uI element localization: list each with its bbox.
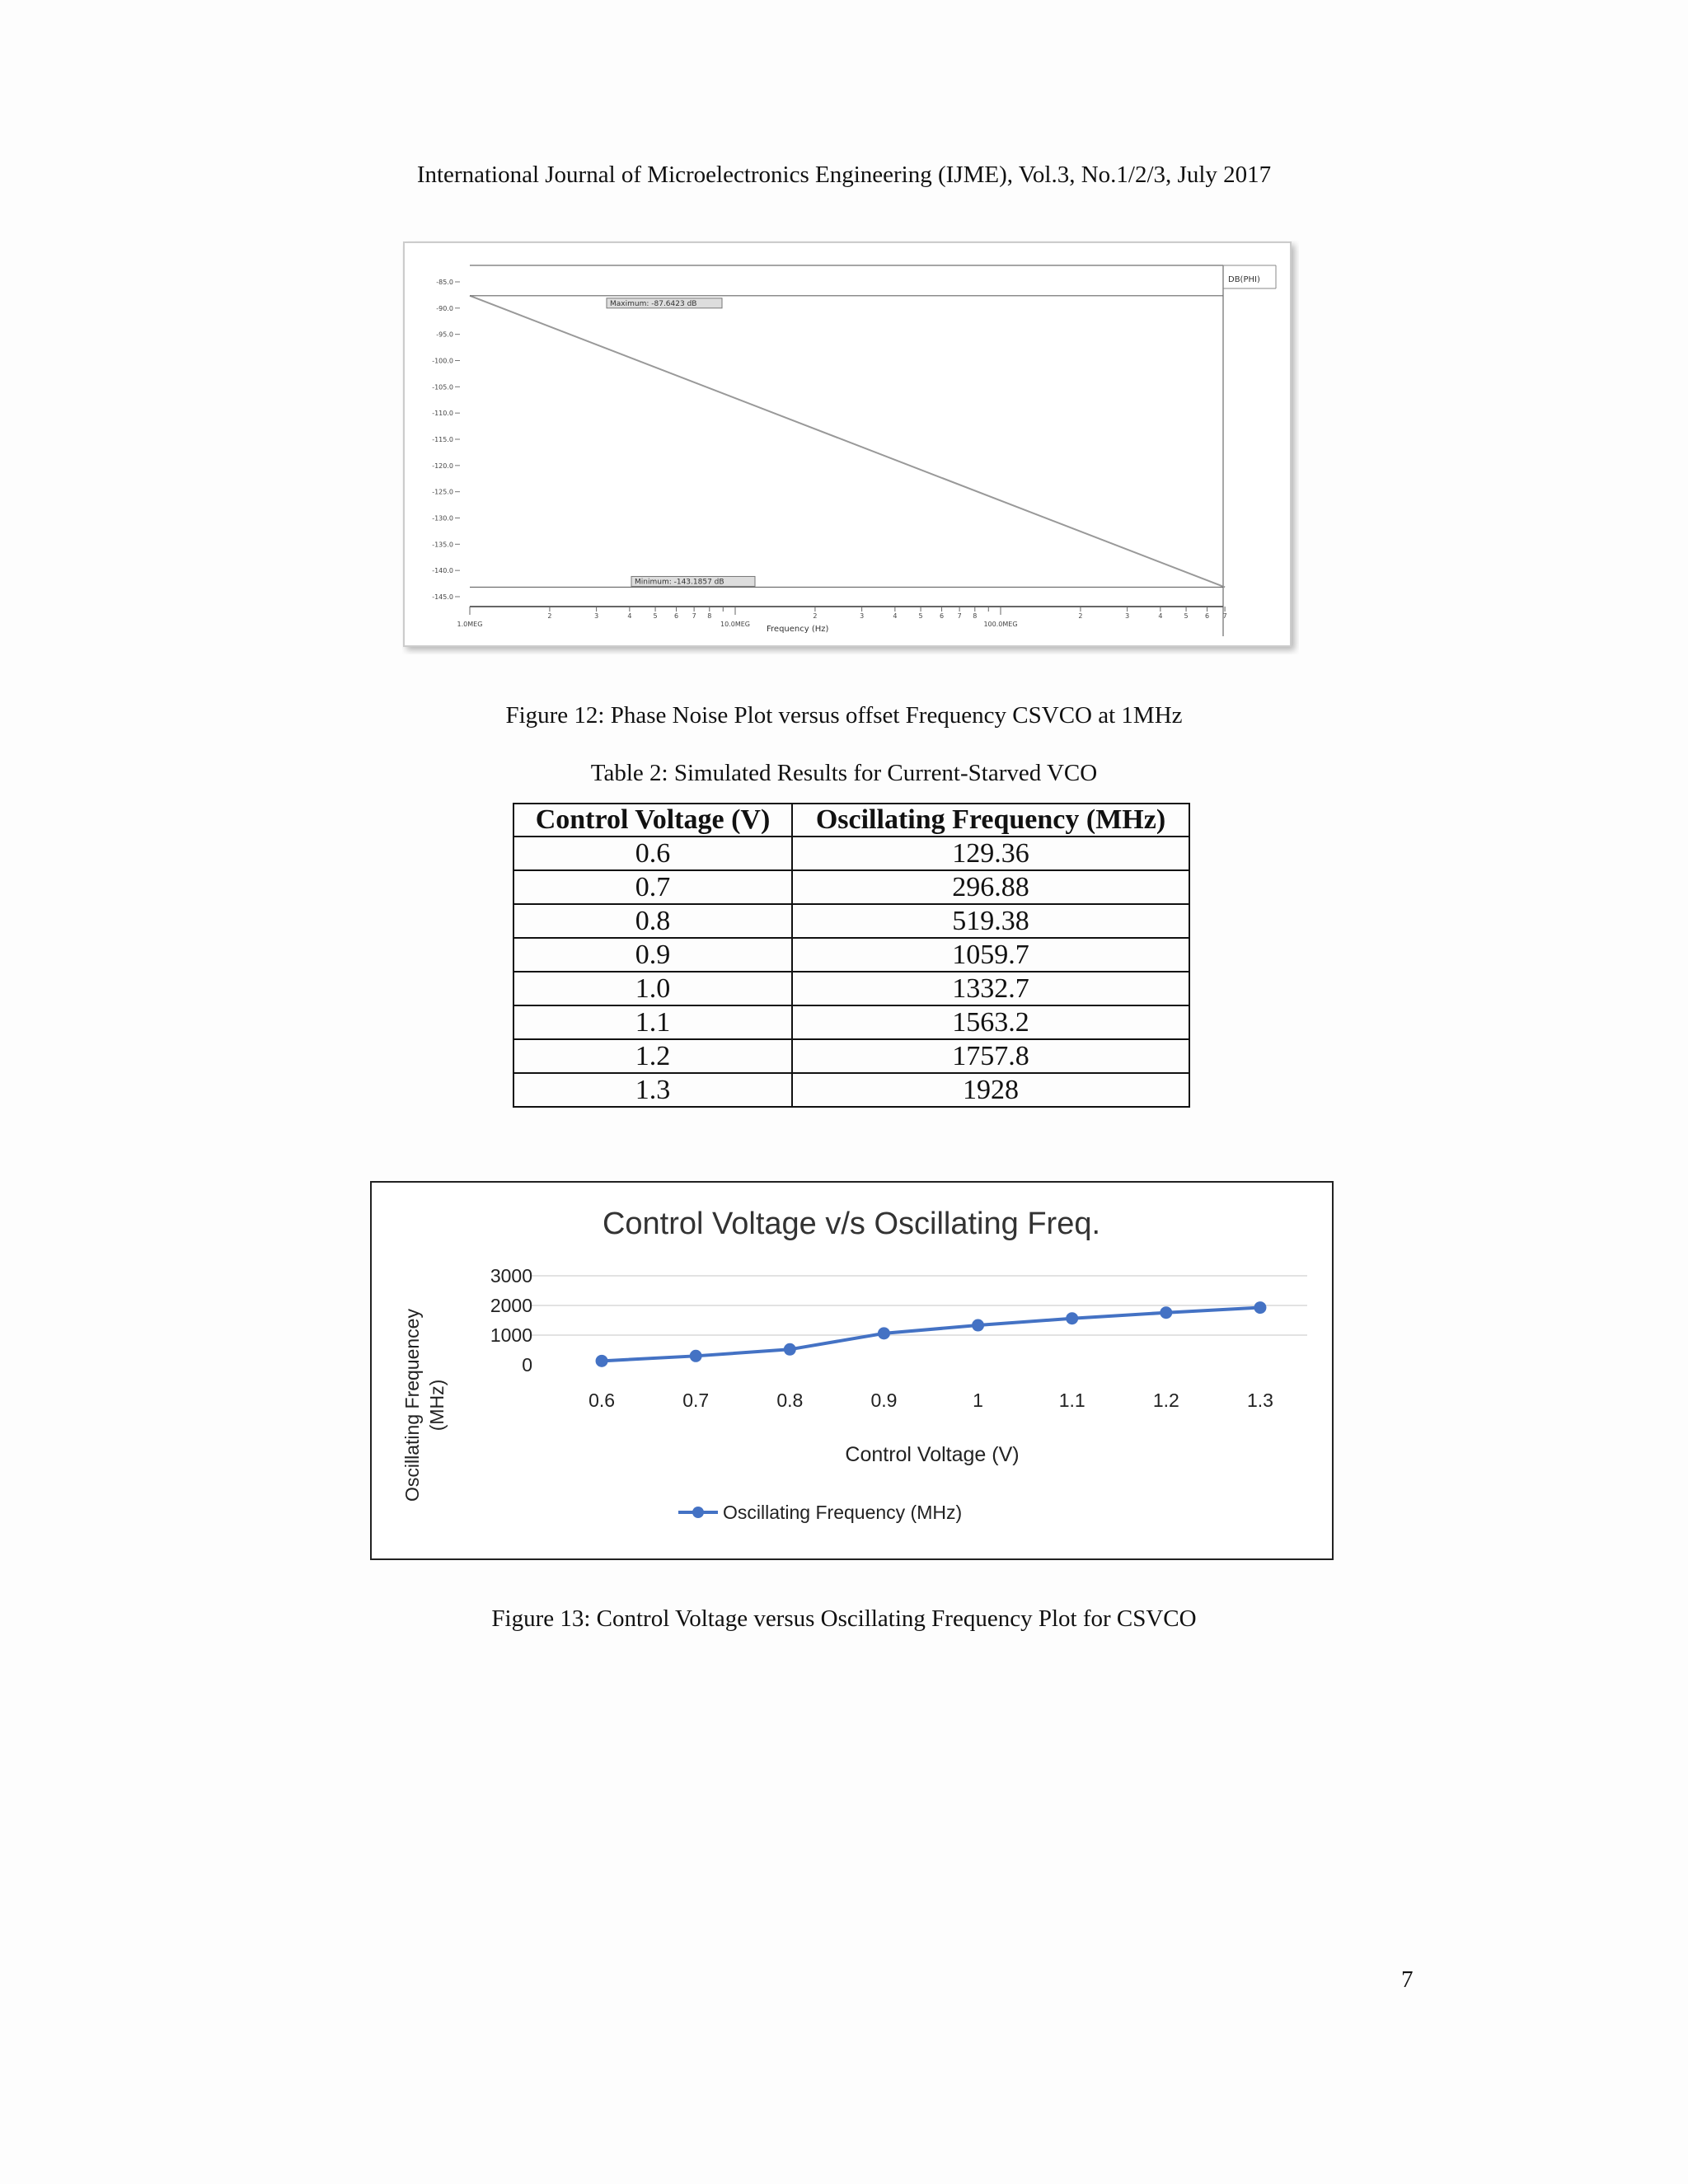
- y-tick-label: -115.0: [432, 436, 453, 443]
- page-number: 7: [1401, 1966, 1414, 1993]
- legend-label: DB(PHI): [1228, 275, 1260, 284]
- x-tick-label: 1.2: [1152, 1390, 1179, 1411]
- y-tick-label: -110.0: [432, 410, 453, 418]
- x-minor-label: 6: [940, 612, 945, 620]
- y-tick-label: -130.0: [432, 514, 453, 523]
- table-row: [513, 904, 1189, 938]
- x-tick-label: 1.1: [1058, 1390, 1085, 1411]
- table-cell: 1332.7: [792, 972, 1189, 1005]
- x-tick-label: 0.6: [588, 1390, 616, 1411]
- table2-caption: Table 2: Simulated Results for Current-Starved VCO: [590, 760, 1098, 786]
- x-minor-label: 7: [957, 612, 962, 620]
- table-cell: 1563.2: [792, 1005, 1189, 1039]
- table-cell: 0.9: [513, 938, 792, 972]
- table-cell: 1059.7: [792, 938, 1189, 972]
- x-tick-label: 1.3: [1246, 1390, 1273, 1411]
- table-cell: 0.6: [513, 837, 792, 870]
- data-point: [1254, 1301, 1266, 1314]
- x-minor-label: 6: [1205, 612, 1210, 620]
- y-axis-title-line1: Oscillating Frequencey: [401, 1309, 423, 1502]
- x-minor-label: 5: [918, 612, 923, 620]
- y-axis-title-line2: (MHz): [426, 1379, 448, 1432]
- y-tick-label: -140.0: [432, 567, 453, 575]
- y-tick-label: 0: [522, 1354, 532, 1376]
- data-point: [878, 1327, 890, 1339]
- journal-header: International Journal of Microelectronics Engineering (IJME), Vol.3, No.1/2/3, July 2017: [416, 162, 1272, 188]
- x-minor-label: 8: [707, 612, 712, 620]
- data-point: [596, 1355, 608, 1367]
- x-minor-label: 3: [860, 612, 865, 620]
- x-decade-label: 10.0MEG: [720, 621, 750, 628]
- table-row: [513, 1039, 1189, 1073]
- x-minor-label: 7: [692, 612, 696, 620]
- x-minor-label: 4: [893, 612, 898, 620]
- x-minor-label: 3: [1125, 612, 1130, 620]
- min-annotation: Minimum: -143.1857 dB: [635, 578, 724, 587]
- data-point: [1160, 1306, 1172, 1319]
- y-tick-label: -90.0: [436, 304, 453, 312]
- y-tick-label: 1000: [490, 1324, 532, 1346]
- table-cell: 519.38: [792, 904, 1189, 938]
- table-cell: 1.2: [513, 1039, 792, 1073]
- x-minor-label: 4: [627, 612, 632, 620]
- data-point: [784, 1343, 796, 1356]
- table-cell: 1.0: [513, 972, 792, 1005]
- data-point: [690, 1350, 702, 1362]
- x-minor-label: 5: [1184, 612, 1189, 620]
- table-row: [513, 1073, 1189, 1107]
- y-tick-label: -135.0: [432, 541, 453, 549]
- y-tick-label: -85.0: [436, 279, 453, 286]
- legend-marker: [692, 1507, 704, 1518]
- chart-legend: [678, 1502, 962, 1523]
- table-cell: 296.88: [792, 870, 1189, 904]
- table-row: [513, 938, 1189, 972]
- table-row: [513, 972, 1189, 1005]
- x-decade-label: 100.0MEG: [983, 621, 1018, 628]
- table-cell: 0.7: [513, 870, 792, 904]
- x-tick-label: 1: [973, 1390, 983, 1411]
- max-annotation: Maximum: -87.6423 dB: [610, 299, 697, 308]
- data-point: [972, 1319, 984, 1332]
- table-header-row: [513, 804, 1189, 837]
- x-decade-label: 1.0MEG: [457, 621, 483, 628]
- frequency-chart: [370, 1181, 1334, 1560]
- chart-title: Control Voltage v/s Oscillating Freq.: [602, 1207, 1101, 1241]
- x-axis-title: Control Voltage (V): [845, 1443, 1020, 1466]
- y-tick-label: -95.0: [436, 330, 453, 339]
- y-tick-label: -125.0: [432, 488, 453, 496]
- y-tick-label: -100.0: [432, 357, 453, 365]
- x-minor-label: 2: [547, 612, 552, 620]
- legend-label: Oscillating Frequency (MHz): [723, 1502, 963, 1523]
- table-cell: 1928: [792, 1073, 1189, 1107]
- table-cell: 1757.8: [792, 1039, 1189, 1073]
- figure13-caption: Figure 13: Control Voltage versus Oscillating Frequency Plot for CSVCO: [491, 1605, 1197, 1632]
- plot-frame: [404, 242, 1291, 646]
- table-row: [513, 870, 1189, 904]
- table-cell: 1.3: [513, 1073, 792, 1107]
- y-tick-label: -120.0: [432, 462, 453, 470]
- column-header: Control Voltage (V): [513, 804, 792, 837]
- x-tick-label: 0.9: [870, 1390, 898, 1411]
- table-row: [513, 1005, 1189, 1039]
- table-cell: 129.36: [792, 837, 1189, 870]
- x-minor-label: 2: [1078, 612, 1083, 620]
- x-minor-label: 5: [653, 612, 658, 620]
- x-minor-label: 8: [973, 612, 978, 620]
- phase-noise-plot: [402, 241, 1299, 654]
- frequency-chart-svg: [372, 1183, 1332, 1558]
- figure12-caption: Figure 12: Phase Noise Plot versus offset Frequency CSVCO at 1MHz: [505, 702, 1183, 729]
- table-cell: 1.1: [513, 1005, 792, 1039]
- x-tick-label: 0.8: [776, 1390, 804, 1411]
- x-tick-label: 0.7: [682, 1390, 710, 1411]
- x-minor-label: 6: [674, 612, 679, 620]
- x-minor-label: 2: [813, 612, 818, 620]
- table-cell: 0.8: [513, 904, 792, 938]
- x-minor-label: 7: [1222, 612, 1227, 620]
- x-minor-label: 4: [1158, 612, 1163, 620]
- table-row: [513, 837, 1189, 870]
- column-header: Oscillating Frequency (MHz): [792, 804, 1189, 837]
- y-tick-label: -105.0: [432, 383, 453, 391]
- data-point: [1066, 1312, 1078, 1324]
- results-table: [513, 803, 1190, 1108]
- phase-noise-figure: [402, 241, 1299, 654]
- y-tick-label: 2000: [490, 1295, 532, 1316]
- x-axis-label: Frequency (Hz): [767, 625, 829, 634]
- y-tick-label: -145.0: [432, 593, 453, 601]
- x-minor-label: 3: [594, 612, 599, 620]
- y-tick-label: 3000: [490, 1265, 532, 1286]
